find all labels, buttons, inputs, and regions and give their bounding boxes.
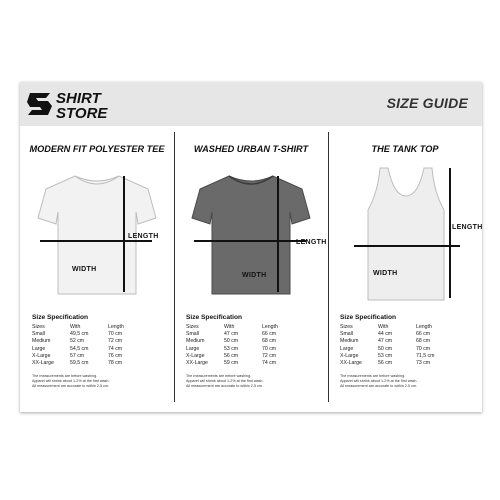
- header-sizes: Sizes: [340, 324, 353, 330]
- header-width: With: [70, 324, 81, 330]
- length-label: LENGTH: [128, 233, 159, 240]
- size-table: [340, 324, 446, 367]
- table-row: [32, 360, 138, 367]
- width-label: WIDTH: [373, 270, 398, 277]
- table-row: [340, 346, 446, 353]
- width-cell: 47 cm: [224, 331, 239, 338]
- table-row: [32, 346, 138, 353]
- length-cell: 74 cm: [108, 345, 123, 352]
- header-sizes: Sizes: [32, 324, 45, 330]
- width-cell: 53 cm: [378, 352, 393, 359]
- care-notes: [340, 374, 465, 389]
- width-cell: 50 cm: [378, 345, 393, 352]
- length-cell: 78 cm: [108, 360, 123, 367]
- tanktop-illustration: [328, 162, 482, 312]
- table-header-row: [340, 324, 446, 331]
- spec-title: Size Specification: [340, 314, 397, 321]
- note-line: Apparel will shrink about 1-2% at the first wash.: [32, 379, 110, 383]
- size-cell: Small: [186, 331, 199, 338]
- table-row: [340, 360, 446, 367]
- size-table: [186, 324, 292, 367]
- width-cell: 50 cm: [224, 338, 239, 345]
- spec-title: Size Specification: [186, 314, 243, 321]
- length-cell: 74 cm: [262, 360, 277, 367]
- width-cell: 56 cm: [378, 360, 393, 367]
- width-cell: 49,5 cm: [70, 331, 89, 338]
- size-cell: X-Large: [340, 352, 359, 359]
- header-width: With: [378, 324, 389, 330]
- note-line: All measurement are accurate to within 2-5 cm.: [340, 384, 418, 388]
- length-cell: 70 cm: [416, 345, 431, 352]
- size-spec: [340, 314, 446, 367]
- length-cell: 73 cm: [416, 360, 431, 367]
- care-notes: [32, 374, 157, 389]
- table-row: [186, 346, 292, 353]
- length-cell: 72 cm: [108, 338, 123, 345]
- size-cell: Large: [32, 345, 46, 352]
- size-cell: XX-Large: [340, 360, 362, 367]
- table-row: [186, 360, 292, 367]
- width-cell: 44 cm: [378, 331, 393, 338]
- length-cell: 76 cm: [108, 352, 123, 359]
- size-table: [32, 324, 138, 367]
- size-cell: Large: [186, 345, 200, 352]
- size-cell: Medium: [186, 338, 205, 345]
- note-line: Apparel will shrink about 1-2% at the first wash.: [340, 379, 418, 383]
- column-tank-top: [328, 132, 482, 410]
- table-row: [186, 338, 292, 345]
- column-polyester-tee: [20, 132, 174, 410]
- size-cell: Medium: [340, 338, 359, 345]
- table-row: [340, 331, 446, 338]
- size-cell: XX-Large: [186, 360, 208, 367]
- length-cell: 70 cm: [262, 345, 277, 352]
- guide-title: SIZE GUIDE: [386, 95, 468, 111]
- header-length: Length: [262, 324, 278, 330]
- length-cell: 70 cm: [108, 331, 123, 338]
- brand-line-2: STORE: [56, 105, 108, 121]
- note-line: The measurements are before washing.: [32, 374, 98, 378]
- column-title: MODERN FIT POLYESTER TEE: [29, 144, 165, 154]
- note-line: The measurements are before washing.: [340, 374, 406, 378]
- column-title: THE TANK TOP: [371, 144, 439, 154]
- shirt-store-logo: [26, 87, 156, 121]
- note-line: All measurement are accurate to within 2-5 cm.: [186, 384, 264, 388]
- size-cell: X-Large: [32, 352, 51, 359]
- size-cell: Medium: [32, 338, 51, 345]
- size-spec: [186, 314, 292, 367]
- tshirt-illustration: [174, 162, 328, 312]
- size-cell: Large: [340, 345, 354, 352]
- width-cell: 54,5 cm: [70, 345, 89, 352]
- size-guide-sheet: [20, 82, 482, 412]
- header-width: With: [224, 324, 235, 330]
- table-row: [32, 353, 138, 360]
- note-line: Apparel will shrink about 1-2% at the first wash.: [186, 379, 264, 383]
- length-cell: 66 cm: [262, 331, 277, 338]
- table-row: [32, 331, 138, 338]
- brand-line-1: SHIRT: [56, 90, 101, 107]
- width-cell: 56 cm: [224, 352, 239, 359]
- length-cell: 68 cm: [262, 338, 277, 345]
- size-cell: XX-Large: [32, 360, 54, 367]
- length-label: LENGTH: [452, 224, 483, 231]
- length-cell: 66 cm: [416, 331, 431, 338]
- width-cell: 59 cm: [224, 360, 239, 367]
- table-row: [32, 338, 138, 345]
- table-header-row: [32, 324, 138, 331]
- size-spec: [32, 314, 138, 367]
- care-notes: [186, 374, 311, 389]
- header-sizes: Sizes: [186, 324, 199, 330]
- length-label: LENGTH: [296, 239, 327, 246]
- note-line: The measurements are before washing.: [186, 374, 252, 378]
- note-line: All measurement are accurate to within 2-5 cm.: [32, 384, 110, 388]
- length-cell: 72 cm: [262, 352, 277, 359]
- size-cell: Small: [32, 331, 45, 338]
- length-cell: 71,5 cm: [416, 352, 435, 359]
- width-cell: 47 cm: [378, 338, 393, 345]
- length-cell: 68 cm: [416, 338, 431, 345]
- header-length: Length: [108, 324, 124, 330]
- width-label: WIDTH: [242, 272, 267, 279]
- width-cell: 59,5 cm: [70, 360, 89, 367]
- width-cell: 53 cm: [224, 345, 239, 352]
- column-title: WASHED URBAN T-SHIRT: [193, 144, 309, 154]
- spec-title: Size Specification: [32, 314, 89, 321]
- size-cell: Small: [340, 331, 353, 338]
- table-row: [186, 331, 292, 338]
- table-row: [186, 353, 292, 360]
- width-cell: 52 cm: [70, 338, 85, 345]
- width-cell: 57 cm: [70, 352, 85, 359]
- width-label: WIDTH: [72, 266, 97, 273]
- header-length: Length: [416, 324, 432, 330]
- table-row: [340, 338, 446, 345]
- column-urban-tshirt: [174, 132, 328, 410]
- table-row: [340, 353, 446, 360]
- table-header-row: [186, 324, 292, 331]
- size-cell: X-Large: [186, 352, 205, 359]
- header-band: [20, 82, 482, 126]
